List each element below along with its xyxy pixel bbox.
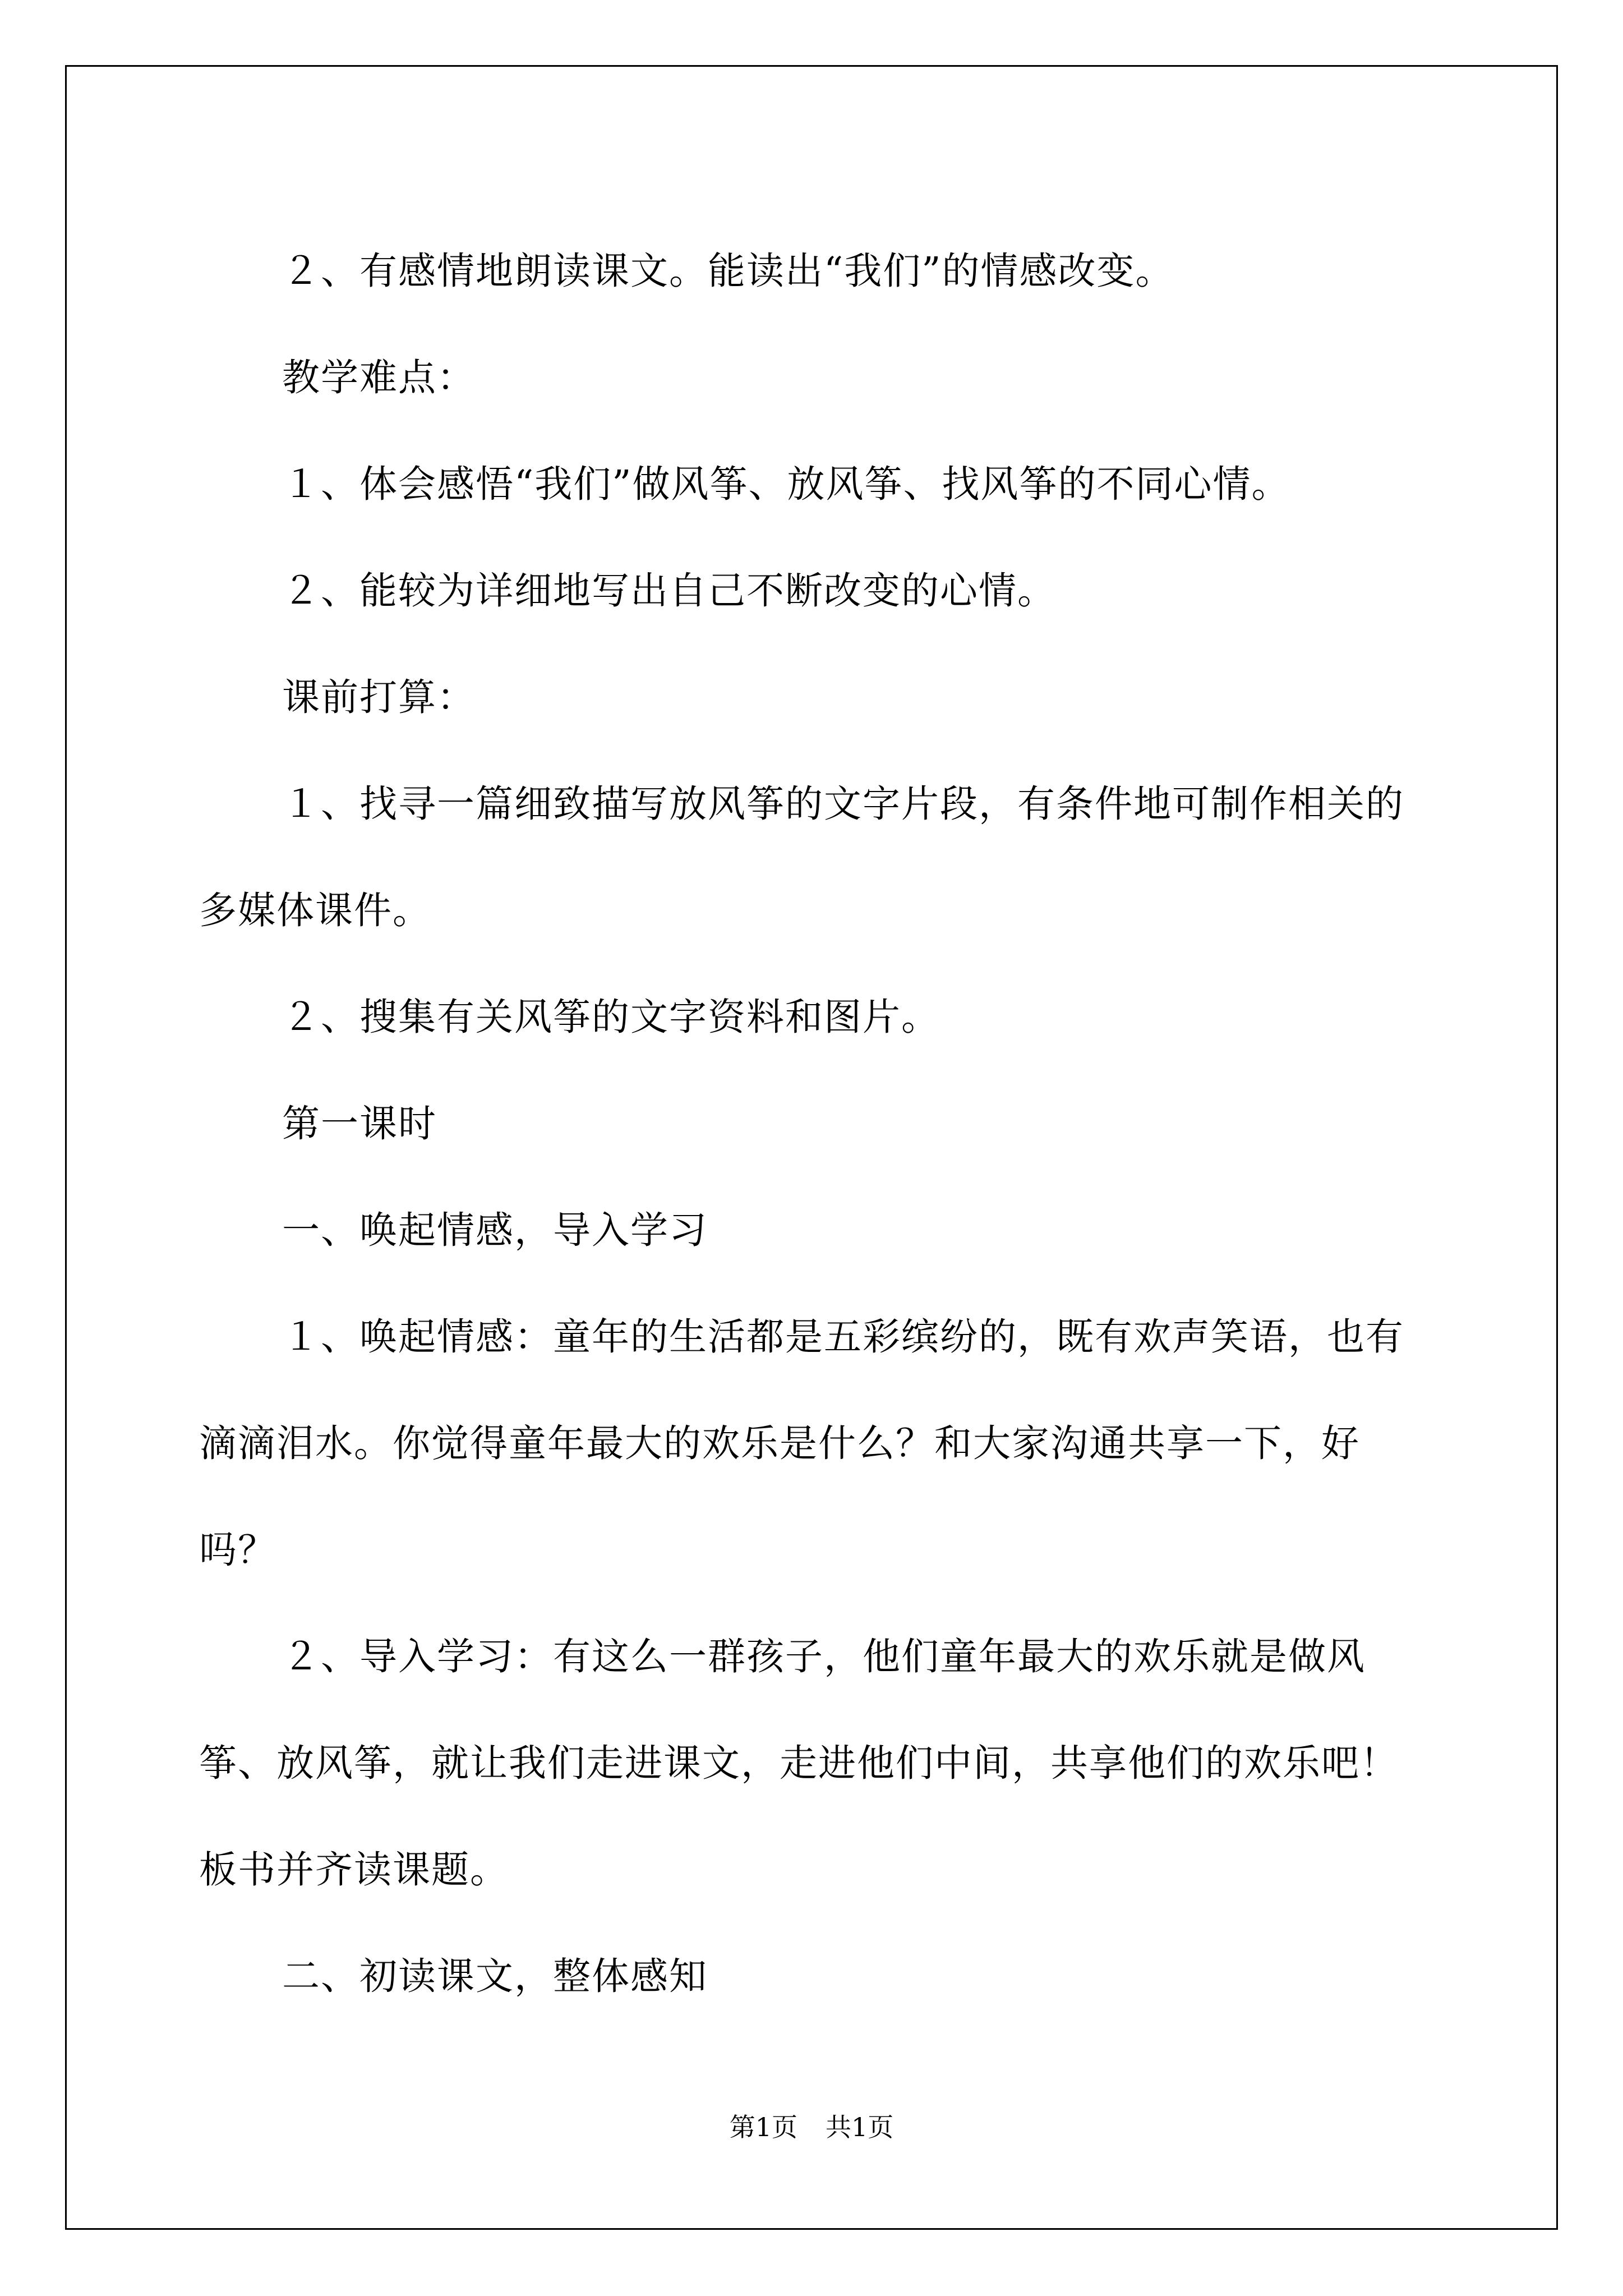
section-heading: 二、初读课文，整体感知 (282, 1954, 708, 1998)
section-heading: 一、唤起情感，导入学习 (282, 1208, 708, 1252)
page-footer (0, 2110, 1623, 2144)
paragraph: ２、能较为详细地写出自己不断改变的心情。 (282, 569, 1056, 613)
paragraph: １、唤起情感：童年的生活都是五彩缤纷的，既有欢声笑语，也有滴滴泪水。你觉得童年最大的欢乐是什么？和大家沟通共享一下，好吗？ (199, 1315, 1404, 1572)
document-body (199, 218, 1433, 2030)
paragraph: ２、有感情地朗读课文。能读出“我们”的情感改变。 (282, 249, 1174, 293)
paragraph: １、找寻一篇细致描写放风筝的文字片段，有条件地可制作相关的多媒体课件。 (199, 782, 1404, 932)
section-heading: 第一课时 (282, 1102, 437, 1145)
paragraph: １、体会感悟“我们”做风筝、放风筝、找风筝的不同心情。 (282, 462, 1290, 506)
section-heading: 课前打算： (282, 675, 476, 719)
section-heading: 教学难点： (282, 356, 476, 399)
page-total: 共1页 (826, 2112, 894, 2142)
paragraph: ２、搜集有关风筝的文字资料和图片。 (282, 995, 940, 1039)
page-number: 第1页 (729, 2112, 797, 2142)
paragraph: ２、导入学习：有这么一群孩子，他们童年最大的欢乐就是做风筝、放风筝，就让我们走进课文，走进他们中间，共享他们的欢乐吧！板书并齐读课题。 (199, 1635, 1399, 1892)
